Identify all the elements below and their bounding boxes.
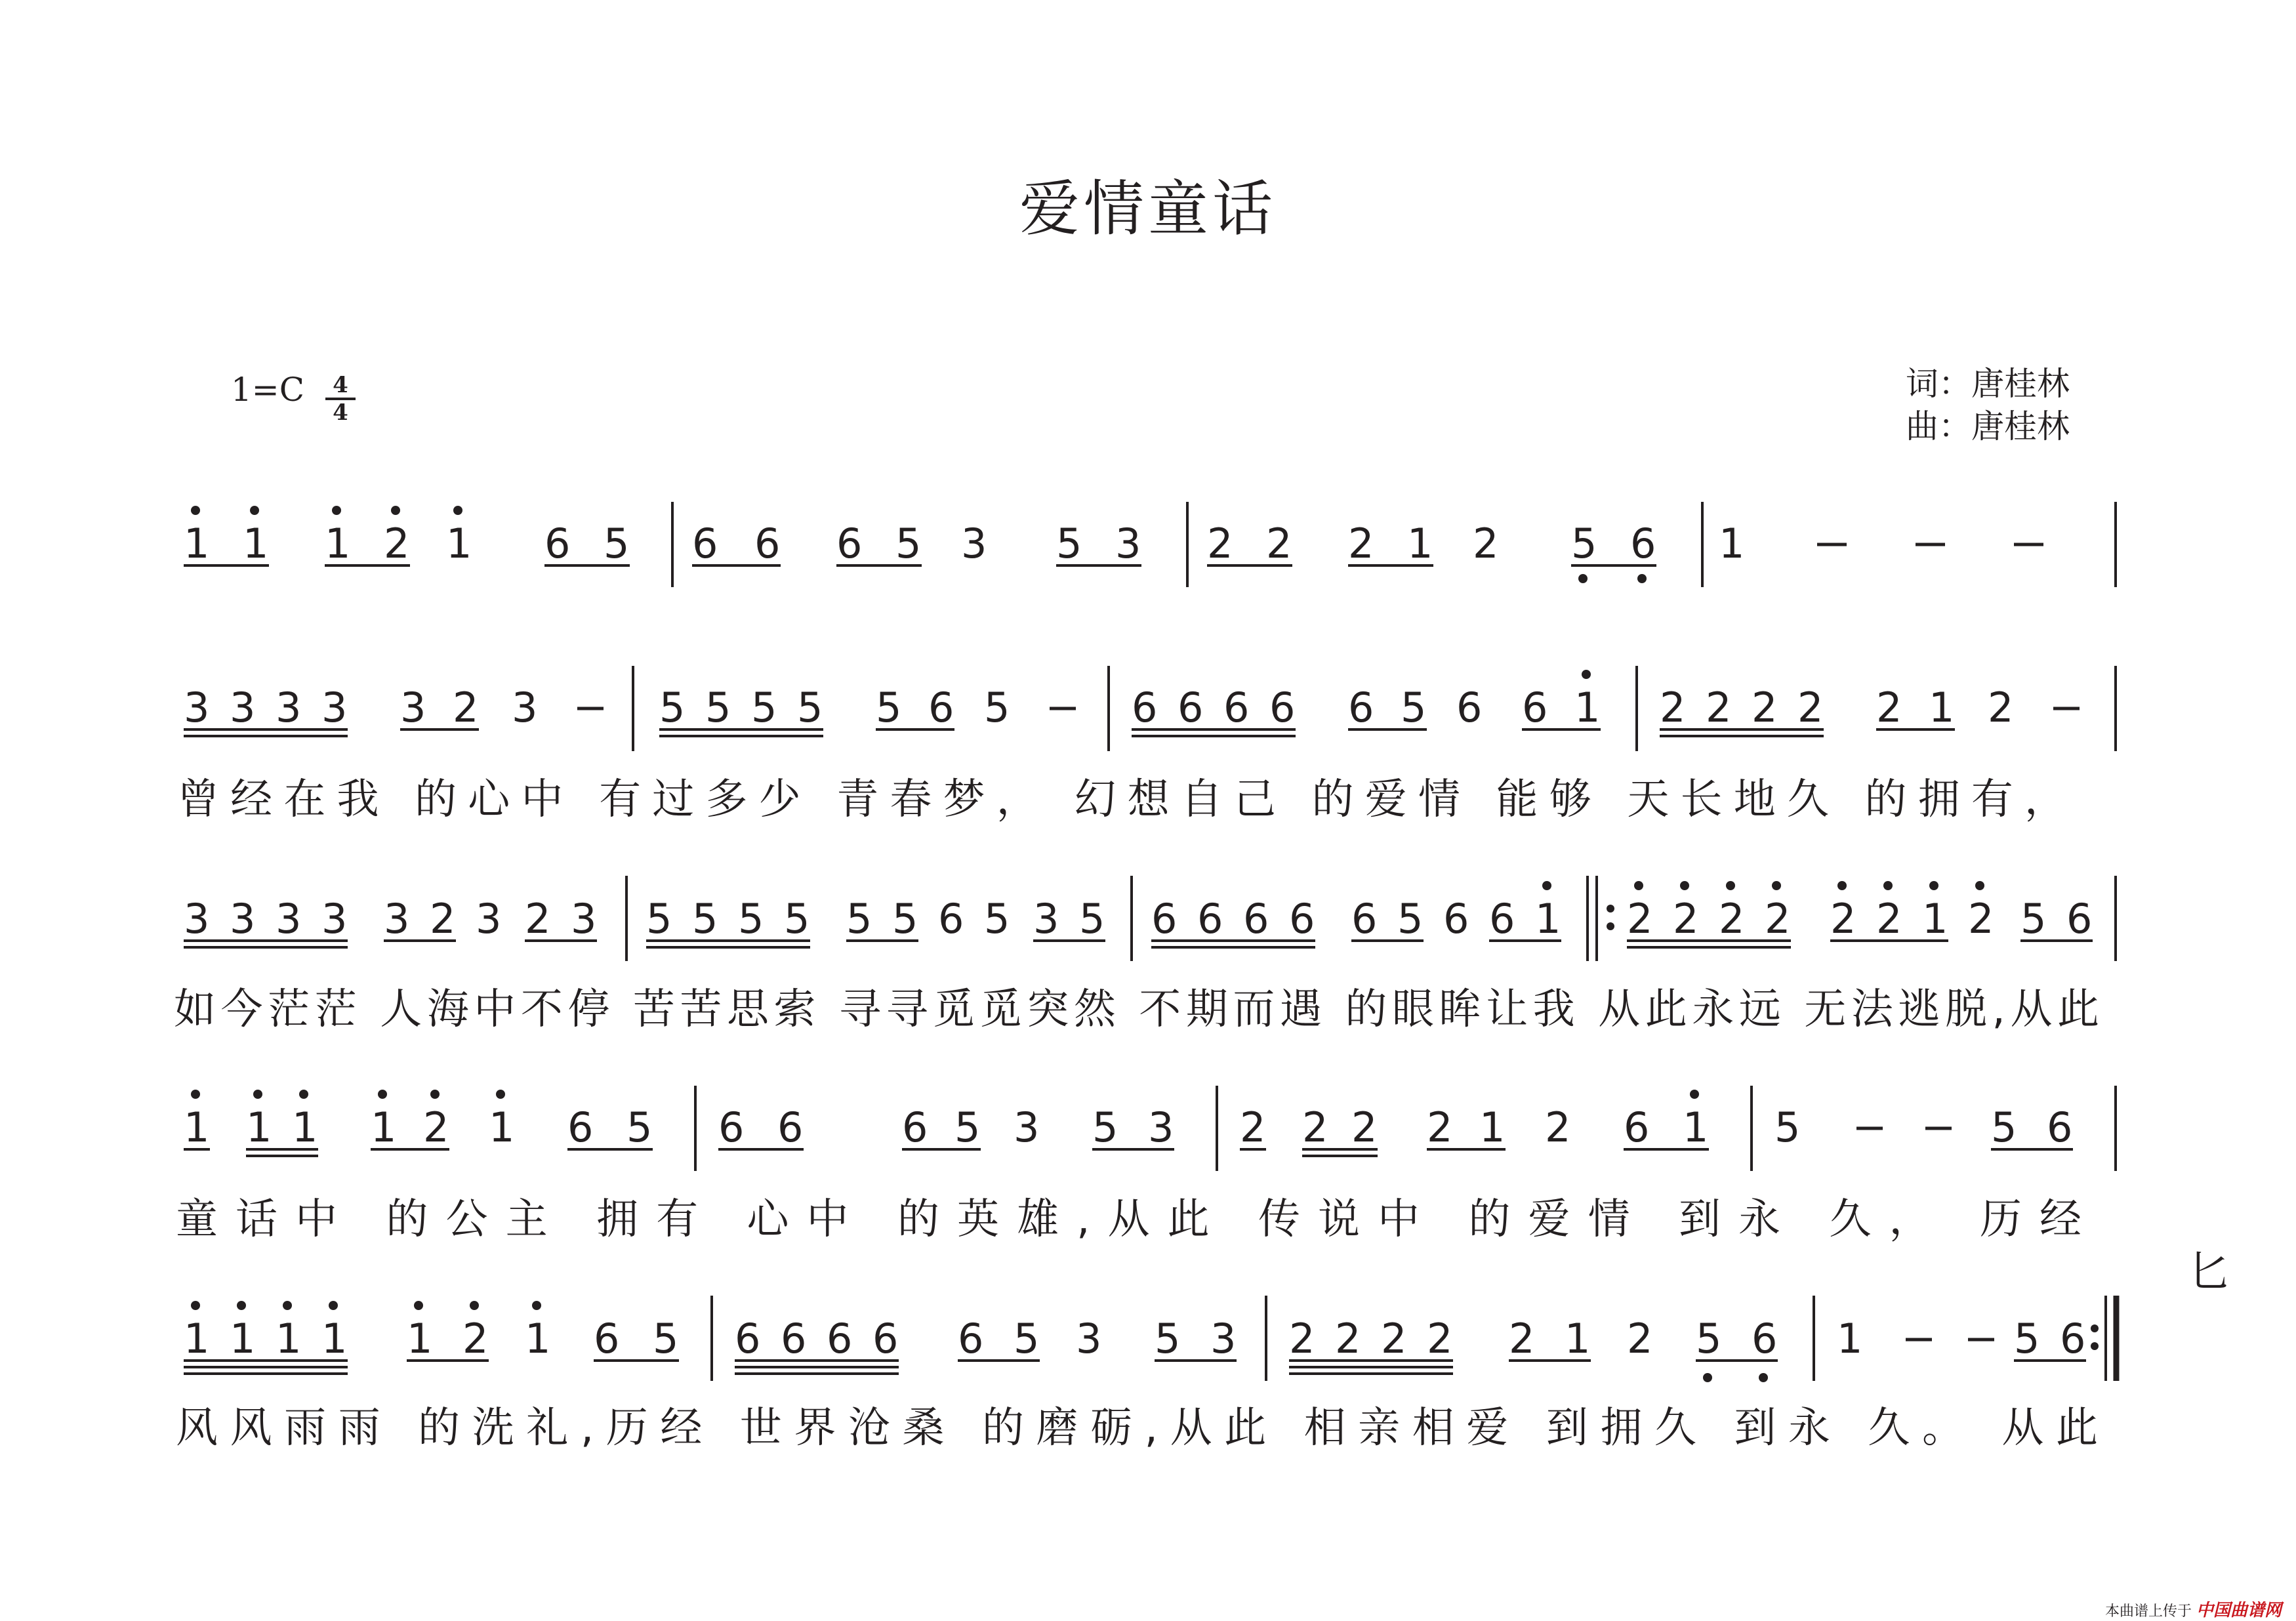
svg-text:3: 3 xyxy=(1076,1315,1102,1363)
svg-text:3: 3 xyxy=(230,684,256,731)
svg-text:1: 1 xyxy=(321,1315,348,1363)
svg-text:5: 5 xyxy=(646,895,672,943)
lyricist-credit: 词：唐桂林 xyxy=(1906,365,2070,403)
svg-text:2: 2 xyxy=(430,895,456,943)
svg-text:2: 2 xyxy=(1876,895,1902,943)
note: 1 xyxy=(184,520,210,567)
svg-text:3: 3 xyxy=(571,895,597,943)
song-title: 爱情童话 xyxy=(1019,174,1277,244)
line-1-digits xyxy=(184,520,1744,567)
score-line-3 xyxy=(174,876,2116,1034)
svg-text:3: 3 xyxy=(184,684,210,731)
svg-text:2: 2 xyxy=(1876,684,1902,731)
svg-text:1: 1 xyxy=(292,1103,318,1151)
svg-text:5: 5 xyxy=(876,684,902,731)
svg-text:1: 1 xyxy=(1479,1103,1506,1151)
svg-text:6: 6 xyxy=(928,684,954,731)
svg-text:3: 3 xyxy=(184,895,210,943)
svg-text:1: 1 xyxy=(489,1103,515,1151)
note: 6 xyxy=(836,520,863,567)
note: 2 xyxy=(1473,520,1499,567)
svg-text:2: 2 xyxy=(1427,1315,1453,1363)
svg-text:3: 3 xyxy=(512,684,538,731)
svg-text:5: 5 xyxy=(653,1315,679,1363)
svg-text:5: 5 xyxy=(659,684,686,731)
svg-text:5: 5 xyxy=(1696,1315,1722,1363)
svg-text:1: 1 xyxy=(1574,684,1601,731)
svg-text:5: 5 xyxy=(784,895,810,943)
svg-text:6: 6 xyxy=(1151,895,1178,943)
svg-text:3: 3 xyxy=(1033,895,1059,943)
svg-text:5: 5 xyxy=(1991,1103,2017,1151)
svg-text:5: 5 xyxy=(626,1103,653,1151)
svg-text:2: 2 xyxy=(1752,684,1778,731)
note: 5 xyxy=(1056,520,1082,567)
note: 1 xyxy=(325,520,351,567)
svg-text:5: 5 xyxy=(954,1103,981,1151)
svg-text:6: 6 xyxy=(1456,684,1483,731)
svg-text:2: 2 xyxy=(423,1103,449,1151)
svg-text:6: 6 xyxy=(1489,895,1515,943)
svg-text:5: 5 xyxy=(846,895,872,943)
note: 5 xyxy=(895,520,922,567)
score-line-1 xyxy=(184,502,2116,587)
svg-text:2: 2 xyxy=(1765,895,1791,943)
svg-text:6: 6 xyxy=(567,1103,594,1151)
svg-text:6: 6 xyxy=(2066,895,2093,943)
svg-text:1: 1 xyxy=(184,1315,210,1363)
svg-text:2: 2 xyxy=(1289,1315,1315,1363)
svg-text:6: 6 xyxy=(1443,895,1469,943)
line-4-octave-dots xyxy=(191,1090,1699,1099)
svg-text:6: 6 xyxy=(1197,895,1223,943)
note: 5 xyxy=(1571,520,1597,567)
svg-text:6: 6 xyxy=(594,1315,620,1363)
svg-text:5: 5 xyxy=(1079,895,1105,943)
time-signature-bottom: 4 xyxy=(333,400,348,426)
note: 2 xyxy=(1348,520,1374,567)
site-logo: 中国曲谱网 xyxy=(2196,1601,2282,1620)
svg-text:1: 1 xyxy=(230,1315,256,1363)
svg-text:1: 1 xyxy=(525,1315,551,1363)
svg-text:3: 3 xyxy=(321,895,348,943)
svg-text:2: 2 xyxy=(1240,1103,1266,1151)
svg-text:5: 5 xyxy=(797,684,823,731)
svg-text:2: 2 xyxy=(1381,1315,1407,1363)
svg-text:2: 2 xyxy=(1968,895,1994,943)
footer-text: 本曲谱上传于 xyxy=(2104,1603,2192,1620)
line-1-barlines xyxy=(672,502,2116,587)
svg-text:3: 3 xyxy=(1148,1103,1174,1151)
line-5-lyrics: 风风雨雨 的洗礼,历经 世界沧桑 的磨砺,从此 相亲相爱 到拥久 到永 久。 从此 xyxy=(176,1404,2099,1452)
svg-text:6: 6 xyxy=(718,1103,745,1151)
svg-text:6: 6 xyxy=(872,1315,899,1363)
svg-text:1: 1 xyxy=(1683,1103,1709,1151)
note: 3 xyxy=(961,520,987,567)
svg-text:6: 6 xyxy=(2047,1103,2073,1151)
svg-text:3: 3 xyxy=(230,895,256,943)
svg-text:1: 1 xyxy=(1837,1315,1863,1363)
note: 6 xyxy=(1630,520,1656,567)
svg-text:6: 6 xyxy=(2060,1315,2086,1363)
line-3-octave-dots xyxy=(1542,881,1984,890)
line-5-repeat-end-dots xyxy=(2091,1324,2099,1350)
score-line-5 xyxy=(176,1296,2116,1452)
svg-text:5: 5 xyxy=(2020,895,2047,943)
svg-text:2: 2 xyxy=(1830,895,1856,943)
svg-text:2: 2 xyxy=(1797,684,1824,731)
svg-text:5: 5 xyxy=(1401,684,1427,731)
svg-text:6: 6 xyxy=(1178,684,1204,731)
svg-text:2: 2 xyxy=(462,1315,489,1363)
svg-text:2: 2 xyxy=(1627,895,1653,943)
svg-text:2: 2 xyxy=(1673,895,1699,943)
svg-text:5: 5 xyxy=(1092,1103,1118,1151)
note: 1 xyxy=(1719,520,1745,567)
line-4-lyrics: 童话中 的公主 拥有 心中 的英雄,从此 传说中 的爱情 到永 久， 历经 xyxy=(176,1195,2081,1244)
note: 2 xyxy=(384,520,410,567)
line-2-lyrics: 曾经在我 的心中 有过多少 青春梦， 幻想自己 的爱情 能够 天长地久 的拥有， xyxy=(177,775,2066,824)
note: 1 xyxy=(243,520,269,567)
svg-text:6: 6 xyxy=(1348,684,1374,731)
svg-text:1: 1 xyxy=(246,1103,272,1151)
line-4-digits xyxy=(184,1103,2072,1151)
svg-text:6: 6 xyxy=(1269,684,1296,731)
note: 5 xyxy=(604,520,630,567)
composer-credit: 曲：唐桂林 xyxy=(1906,407,2070,445)
svg-text:3: 3 xyxy=(384,895,410,943)
svg-text:5: 5 xyxy=(1774,1103,1801,1151)
note: 1 xyxy=(1407,520,1433,567)
svg-text:6: 6 xyxy=(1243,895,1269,943)
svg-text:6: 6 xyxy=(777,1103,804,1151)
svg-text:2: 2 xyxy=(1627,1315,1653,1363)
svg-text:1: 1 xyxy=(276,1315,302,1363)
svg-text:1: 1 xyxy=(1929,684,1955,731)
svg-text:5: 5 xyxy=(984,895,1010,943)
svg-text:6: 6 xyxy=(902,1103,928,1151)
svg-text:1: 1 xyxy=(1922,895,1948,943)
svg-text:2: 2 xyxy=(1660,684,1686,731)
line-2-octave-dots xyxy=(1582,670,1591,679)
svg-text:6: 6 xyxy=(958,1315,984,1363)
svg-text:5: 5 xyxy=(1014,1315,1040,1363)
svg-text:6: 6 xyxy=(938,895,964,943)
svg-text:5: 5 xyxy=(738,895,764,943)
time-signature-top: 4 xyxy=(325,373,356,400)
note: 2 xyxy=(1207,520,1233,567)
line-2-digits xyxy=(184,684,2013,731)
svg-text:3: 3 xyxy=(276,684,302,731)
svg-text:2: 2 xyxy=(1545,1103,1571,1151)
note: 6 xyxy=(692,520,718,567)
svg-text:6: 6 xyxy=(1289,895,1315,943)
stray-mark: 匕 xyxy=(2188,1248,2230,1296)
svg-text:5: 5 xyxy=(751,684,777,731)
svg-text:6: 6 xyxy=(1351,895,1378,943)
svg-text:1: 1 xyxy=(371,1103,397,1151)
note: 6 xyxy=(754,520,781,567)
svg-text:2: 2 xyxy=(525,895,551,943)
svg-text:6: 6 xyxy=(781,1315,807,1363)
line-3-digits xyxy=(184,895,2092,943)
key-signature: 1=C xyxy=(231,371,304,409)
svg-text:2: 2 xyxy=(1706,684,1732,731)
svg-text:2: 2 xyxy=(1719,895,1745,943)
svg-text:2: 2 xyxy=(1509,1315,1535,1363)
svg-text:2: 2 xyxy=(1335,1315,1361,1363)
score-line-4 xyxy=(176,1086,2116,1244)
svg-text:5: 5 xyxy=(2014,1315,2040,1363)
svg-text:6: 6 xyxy=(735,1315,761,1363)
note: 3 xyxy=(1115,520,1141,567)
svg-text:3: 3 xyxy=(1014,1103,1040,1151)
svg-text:6: 6 xyxy=(827,1315,853,1363)
line-3-repeat-start-dots xyxy=(1607,905,1614,930)
line-3-beams xyxy=(184,941,2093,947)
svg-text:2: 2 xyxy=(1302,1103,1328,1151)
note: 2 xyxy=(1266,520,1292,567)
svg-text:2: 2 xyxy=(1988,684,2014,731)
line-2-beams xyxy=(184,729,1955,736)
svg-text:3: 3 xyxy=(1210,1315,1237,1363)
line-5-digits xyxy=(184,1315,2085,1363)
svg-text:1: 1 xyxy=(184,1103,210,1151)
svg-text:1: 1 xyxy=(407,1315,433,1363)
svg-text:6: 6 xyxy=(1132,684,1158,731)
svg-text:3: 3 xyxy=(321,684,348,731)
svg-text:5: 5 xyxy=(892,895,918,943)
svg-text:5: 5 xyxy=(705,684,731,731)
svg-text:6: 6 xyxy=(1522,684,1548,731)
svg-text:5: 5 xyxy=(984,684,1010,731)
svg-text:3: 3 xyxy=(400,684,426,731)
note: 1 xyxy=(446,520,472,567)
svg-text:2: 2 xyxy=(1427,1103,1453,1151)
svg-text:6: 6 xyxy=(1752,1315,1778,1363)
line-5-beams xyxy=(184,1361,2086,1374)
svg-text:2: 2 xyxy=(453,684,479,731)
score-line-2 xyxy=(177,666,2116,824)
svg-text:3: 3 xyxy=(276,895,302,943)
svg-text:3: 3 xyxy=(476,895,502,943)
svg-text:5: 5 xyxy=(1397,895,1424,943)
svg-text:5: 5 xyxy=(1155,1315,1181,1363)
line-3-lyrics: 如今茫茫 人海中不停 苦苦思索 寻寻觅觅突然 不期而遇 的眼眸让我 从此永远 无法逃脱,从此 xyxy=(174,985,2099,1034)
svg-text:1: 1 xyxy=(1535,895,1561,943)
svg-text:2: 2 xyxy=(1351,1103,1378,1151)
footer-watermark xyxy=(2105,1597,2282,1621)
svg-text:6: 6 xyxy=(1624,1103,1650,1151)
svg-text:6: 6 xyxy=(1223,684,1250,731)
note: 6 xyxy=(544,520,571,567)
svg-text:1: 1 xyxy=(1565,1315,1591,1363)
svg-text:5: 5 xyxy=(692,895,718,943)
